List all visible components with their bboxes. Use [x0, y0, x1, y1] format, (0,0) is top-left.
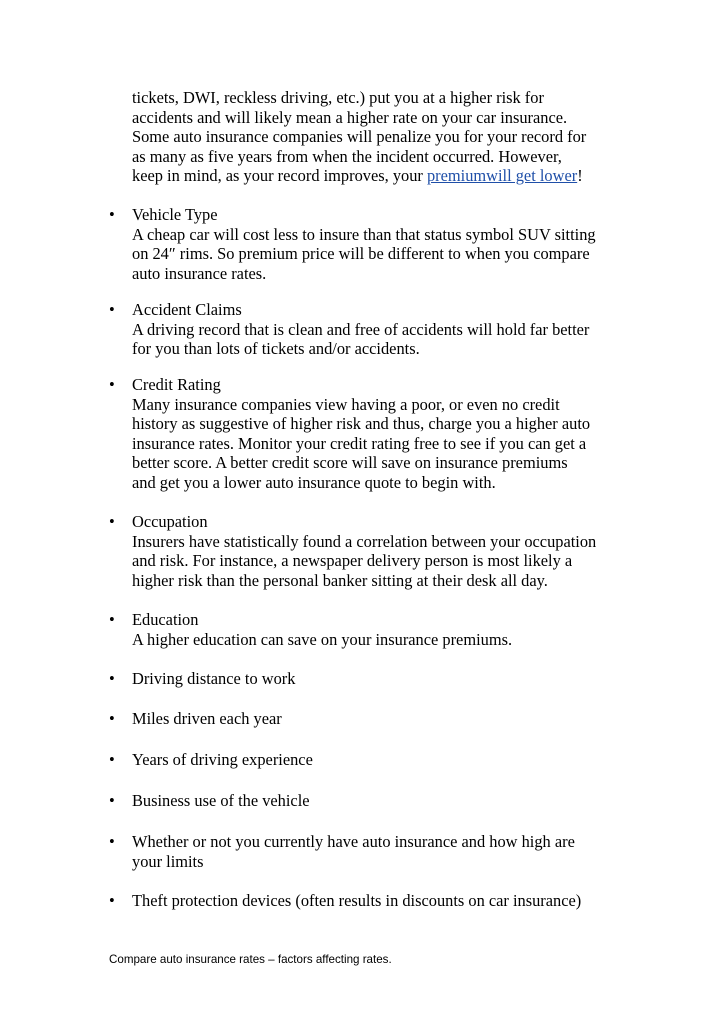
paragraph-text: keep in mind, as your record improves, your	[132, 166, 427, 186]
item-text-line: your limits	[132, 851, 204, 871]
item-title: Theft protection devices (often results in discounts on car insurance)	[132, 891, 582, 910]
bullet-icon: •	[109, 791, 115, 810]
bullet-icon: •	[109, 832, 115, 851]
bullet-icon: •	[109, 891, 115, 910]
bullet-icon: •	[109, 750, 115, 769]
item-title: Years of driving experience	[132, 750, 313, 769]
list-item-body	[132, 205, 596, 283]
list-item-body	[132, 709, 282, 729]
page-footer: Compare auto insurance rates – factors affecting rates.	[109, 953, 392, 966]
item-text-line: insurance rates. Monitor your credit rating free to see if you can get a	[132, 433, 587, 453]
bullet-icon: •	[109, 709, 115, 728]
bullet-icon: •	[109, 669, 115, 688]
bullet-icon: •	[109, 375, 115, 394]
paragraph-line: accidents and will likely mean a higher rate on your car insurance.	[132, 107, 568, 127]
list-item-body	[132, 669, 295, 689]
list-item-body	[132, 791, 310, 811]
item-text-line: A driving record that is clean and free of accidents will hold far better	[132, 319, 590, 339]
item-title: Education	[132, 610, 199, 629]
item-title: Occupation	[132, 512, 208, 531]
list-item-body	[132, 300, 589, 359]
bullet-icon: •	[109, 610, 115, 629]
item-text-line: A cheap car will cost less to insure than that status symbol SUV sitting	[132, 224, 596, 244]
list-item-body	[132, 832, 575, 871]
item-text-line: Many insurance companies view having a poor, or even no credit	[132, 394, 560, 414]
continuation-paragraph	[132, 88, 586, 186]
item-text-line: auto insurance rates.	[132, 263, 267, 283]
item-text-line: history as suggestive of higher risk and thus, charge you a higher auto	[132, 414, 591, 434]
list-item-body	[132, 891, 581, 911]
list-item-body	[132, 512, 596, 590]
item-title: Driving distance to work	[132, 669, 296, 688]
item-text-line: A higher education can save on your insurance premiums.	[132, 629, 513, 649]
list-item-body	[132, 610, 512, 649]
paragraph-text: !	[577, 166, 583, 186]
item-title: Accident Claims	[132, 300, 242, 319]
paragraph-line	[132, 166, 586, 186]
item-text-line: Insurers have statistically found a correlation between your occupation	[132, 531, 597, 551]
item-text-line: and get you a lower auto insurance quote to begin with.	[132, 472, 496, 492]
premium-link[interactable]: premiumwill get lower	[426, 166, 578, 186]
item-title: Vehicle Type	[132, 205, 218, 224]
item-title: Business use of the vehicle	[132, 791, 310, 810]
paragraph-line: Some auto insurance companies will penalize you for your record for	[132, 127, 587, 147]
list-item-body	[132, 375, 590, 493]
item-title: Credit Rating	[132, 375, 221, 394]
item-text-line: higher risk than the personal banker sitting at their desk all day.	[132, 570, 548, 590]
paragraph-line: as many as five years from when the incident occurred. However,	[132, 146, 562, 166]
item-text-line: on 24″ rims. So premium price will be different to when you compare	[132, 244, 590, 264]
item-text-line: and risk. For instance, a newspaper delivery person is most likely a	[132, 551, 573, 571]
paragraph-line: tickets, DWI, reckless driving, etc.) put you at a higher risk for	[132, 88, 544, 107]
item-text-line: for you than lots of tickets and/or accidents.	[132, 339, 420, 359]
list-item-body	[132, 750, 313, 770]
bullet-icon: •	[109, 300, 115, 319]
bullet-icon: •	[109, 512, 115, 531]
item-text-line: better score. A better credit score will save on insurance premiums	[132, 453, 568, 473]
item-title: Whether or not you currently have auto insurance and how high are	[132, 832, 575, 851]
item-title: Miles driven each year	[132, 709, 282, 728]
bullet-icon: •	[109, 205, 115, 224]
